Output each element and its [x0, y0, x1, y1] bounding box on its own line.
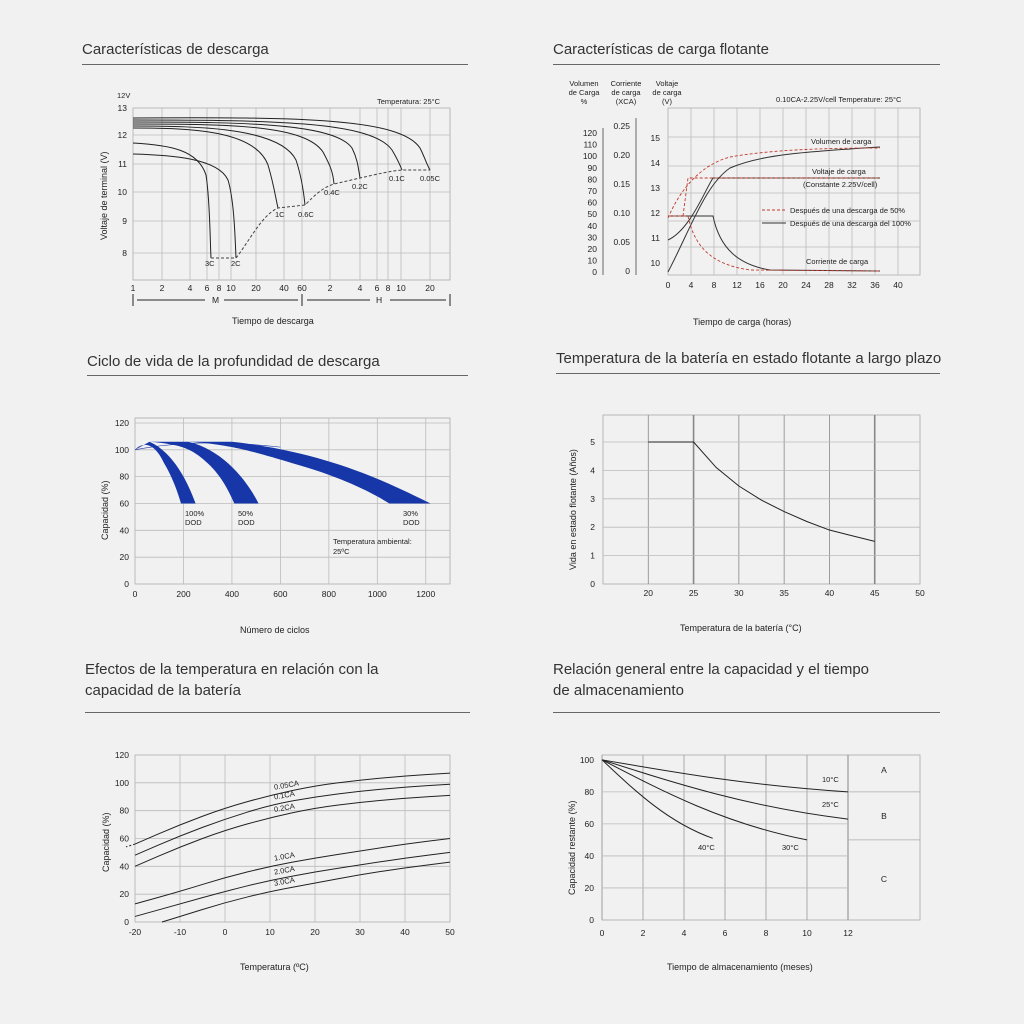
series-label-100%: 100% [185, 509, 205, 518]
x-tick-label: 6 [374, 283, 380, 293]
x-tick-label: 600 [273, 589, 288, 599]
x-tick-label: 1000 [367, 589, 387, 599]
series-label-1C: 1C [275, 210, 285, 219]
x-tick-label: 8 [385, 283, 391, 293]
y-tick-label: 5 [590, 436, 595, 447]
x-tick-label: 6 [722, 928, 728, 938]
y1-tick-label: 120 [582, 128, 597, 138]
chart6-title-line1: Relación general entre la capacidad y el tiempo [553, 661, 870, 678]
y-tick-label: 11 [118, 159, 127, 169]
x-tick-label: 16 [755, 280, 765, 290]
series-label-0.2C: 0.2C [352, 182, 368, 191]
y2-tick-label: 0.10 [613, 208, 630, 218]
x-tick-label: -10 [173, 927, 187, 937]
y-tick-label: 20 [119, 552, 129, 563]
chart1-title: Características de descarga [82, 41, 269, 58]
curve-40°C [602, 760, 713, 838]
y-tick-label: 8 [122, 248, 127, 258]
zone-label-A: A [881, 765, 887, 775]
y1-tick-label: 30 [587, 232, 597, 243]
y-tick-label: 1 [590, 550, 595, 561]
y2-tick-label: 0.20 [613, 150, 630, 160]
y-tick-label: 100 [114, 444, 129, 455]
y-tick-label: 40 [119, 525, 129, 536]
series-label-0.1CA: 0.1CA [273, 789, 296, 802]
y3-tick-label: 15 [650, 133, 660, 143]
series-label-30°C: 30°C [782, 843, 799, 852]
series-label-25°C: 25°C [822, 800, 839, 809]
chart6-title-line2: de almacenamiento [553, 682, 684, 699]
x-tick-label: 10 [396, 283, 406, 293]
x-tick-label: 4 [357, 283, 363, 293]
series-label-0.1C: 0.1C [389, 174, 405, 183]
y1-tick-label: 0 [592, 267, 597, 278]
y-tick-label: 80 [119, 471, 129, 482]
y-tick-label: 2 [590, 522, 595, 533]
x-tick-label: 4 [187, 283, 193, 293]
series-label-0.4C: 0.4C [324, 188, 340, 197]
x-tick-label: 200 [176, 589, 191, 599]
x-tick-label: 32 [847, 280, 857, 290]
column-header: de carga [652, 88, 682, 97]
series-label-40°C: 40°C [698, 843, 715, 852]
y-tick-label: 60 [119, 833, 129, 844]
x-tick-label: 400 [224, 589, 240, 599]
x-tick-label: 8 [763, 928, 769, 938]
y2-tick-label: 0.25 [613, 121, 630, 131]
y-tick-label: 0 [589, 915, 594, 925]
zone-label-B: B [881, 811, 887, 821]
x-tick-label: 12 [732, 280, 742, 290]
y-tick-label: 0 [124, 917, 129, 927]
x-tick-label: 25 [688, 588, 699, 598]
y-tick-label: 80 [584, 786, 594, 797]
x-tick-label: 2 [159, 283, 165, 293]
x-tick-label: 28 [824, 280, 834, 290]
x-tick-label: 40 [893, 280, 903, 290]
x-tick-label: 36 [870, 280, 880, 290]
y-tick-label: 100 [114, 777, 129, 788]
series-label-3.0CA: 3.0CA [273, 875, 296, 888]
y-tick-label: 4 [590, 465, 595, 476]
chart1-xlabel: Tiempo de descarga [232, 316, 314, 326]
x-tick-label: 30 [734, 588, 744, 598]
x-tick-label: 20 [425, 283, 435, 293]
series-label-1.0CA: 1.0CA [273, 850, 296, 863]
y-tick-label: 120 [114, 417, 129, 428]
chart3-annotation-2: 25ºC [333, 547, 350, 556]
y-tick-label: 20 [119, 889, 129, 900]
label-current: Corriente de carga [806, 257, 869, 266]
chart4-xlabel: Temperatura de la batería (°C) [680, 623, 802, 633]
series-label-2C: 2C [231, 259, 241, 268]
label-volume: Volumen de carga [811, 137, 872, 146]
y-tick-label: 80 [119, 805, 129, 816]
series-label-10°C: 10°C [822, 775, 839, 784]
chart4-title: Temperatura de la batería en estado flotante a largo plazo [556, 350, 942, 367]
y3-tick-label: 10 [650, 258, 660, 268]
x-tick-label: 30 [355, 927, 365, 937]
x-tick-label: 4 [681, 928, 687, 938]
y-tick-label: 3 [590, 493, 595, 504]
x-tick-label: 40 [824, 588, 835, 598]
x-tick-label: 2 [640, 928, 646, 938]
x-tick-label: 20 [643, 588, 654, 598]
legend-100: Después de una descarga del 100% [790, 219, 911, 228]
x-tick-label: -20 [128, 927, 142, 937]
chart1-annotation: Temperatura: 25°C [377, 97, 441, 106]
series-label-30%: 30% [403, 509, 419, 518]
y1-tick-label: 100 [582, 151, 597, 162]
x-tick-label: 40 [400, 927, 410, 937]
chart1-group-h: H [376, 295, 383, 305]
chart3-annotation-1: Temperatura ambiental: [333, 537, 412, 546]
x-tick-label: 20 [778, 280, 788, 290]
column-header: Voltaje [655, 79, 679, 88]
series-label-50%: 50% [238, 509, 254, 518]
x-tick-label: 1200 [416, 589, 436, 599]
chart1-y-unit: 12V [117, 91, 131, 100]
x-tick-label: 10 [802, 928, 812, 938]
label-voltage-note: (Constante 2.25V/cell) [803, 180, 878, 189]
x-tick-label: 0 [665, 280, 671, 290]
plot-frame [602, 755, 920, 920]
chart1-group-m: M [212, 295, 220, 305]
y-tick-label: 20 [584, 882, 594, 893]
y1-tick-label: 70 [587, 186, 597, 196]
y1-tick-label: 20 [587, 244, 597, 254]
y3-tick-label: 13 [650, 183, 660, 193]
x-tick-label: 20 [251, 283, 261, 293]
y1-tick-label: 50 [587, 209, 597, 220]
x-tick-label: 50 [445, 927, 455, 937]
x-tick-label: 0 [132, 589, 138, 599]
x-tick-label: 50 [915, 588, 925, 598]
series-label-3C: 3C [205, 259, 215, 268]
y-tick-label: 0 [590, 579, 595, 589]
x-tick-label: 800 [321, 589, 336, 599]
series-label-0.05C: 0.05C [420, 174, 441, 183]
y1-tick-label: 80 [587, 174, 597, 185]
chart6-xlabel: Tiempo de almacenamiento (meses) [667, 962, 813, 972]
y3-tick-label: 14 [650, 158, 660, 168]
y-tick-label: 40 [119, 861, 129, 872]
chart3-title: Ciclo de vida de la profundidad de descarga [87, 353, 380, 370]
chart2-title: Características de carga flotante [553, 41, 769, 58]
x-tick-label: 6 [204, 283, 210, 293]
y-tick-label: 40 [584, 850, 594, 861]
y1-tick-label: 90 [587, 162, 597, 173]
y-tick-label: 60 [119, 498, 129, 509]
x-tick-label: 24 [801, 280, 811, 290]
y1-tick-label: 10 [587, 255, 597, 266]
y1-tick-label: 40 [587, 220, 597, 231]
chart3-ylabel: Capacidad (%) [100, 480, 110, 540]
y-tick-label: 12 [117, 130, 127, 140]
x-tick-label: 0 [599, 928, 605, 938]
y2-tick-label: 0.15 [613, 179, 630, 189]
y2-tick-label: 0 [625, 266, 630, 276]
x-tick-label: 60 [297, 283, 307, 293]
series-label-dod: DOD [238, 518, 255, 527]
column-header: Volumen [569, 79, 599, 88]
x-tick-label: 0 [222, 927, 228, 937]
x-tick-label: 10 [265, 927, 275, 937]
x-tick-label: 12 [843, 928, 853, 938]
y-tick-label: 13 [117, 103, 127, 113]
series-label-0.05CA: 0.05CA [273, 778, 300, 792]
curve-30°C [602, 760, 807, 840]
column-header: % [580, 97, 588, 106]
series-label-dod: DOD [403, 518, 420, 527]
column-header: de Carga [568, 88, 600, 97]
y1-tick-label: 60 [587, 197, 597, 208]
x-tick-label: 20 [310, 927, 320, 937]
legend-50: Después de una descarga de 50% [790, 206, 906, 215]
y3-tick-label: 11 [651, 233, 660, 243]
x-tick-label: 8 [216, 283, 222, 293]
column-header: (V) [662, 97, 672, 106]
x-tick-label: 40 [279, 283, 289, 293]
column-header: (XCA) [615, 97, 637, 106]
x-tick-label: 1 [130, 283, 136, 293]
chart4-ylabel: Vida en estado flotante (Años) [568, 449, 578, 570]
y-tick-label: 0 [124, 579, 129, 589]
series-label-2.0CA: 2.0CA [273, 864, 296, 877]
chart5-title-line1: Efectos de la temperatura en relación con la [85, 661, 379, 678]
series-label-dod: DOD [185, 518, 202, 527]
x-tick-label: 2 [327, 283, 333, 293]
y-tick-label: 100 [579, 754, 594, 765]
x-tick-label: 45 [869, 588, 880, 598]
x-tick-label: 10 [226, 283, 236, 293]
column-header: Corriente [610, 79, 642, 88]
column-header: de carga [611, 88, 641, 97]
y1-tick-label: 110 [583, 139, 597, 150]
chart5-ylabel: Capacidad (%) [101, 812, 111, 872]
chart2-annotation: 0.10CA-2.25V/cell Temperature: 25°C [776, 95, 902, 104]
series-label-0.6C: 0.6C [298, 210, 314, 219]
chart3-xlabel: Número de ciclos [240, 625, 310, 635]
chart5-xlabel: Temperatura (ºC) [240, 962, 309, 972]
y3-tick-label: 12 [650, 208, 660, 218]
y-tick-label: 10 [117, 187, 127, 197]
zone-label-C: C [880, 874, 888, 884]
chart2-xlabel: Tiempo de carga (horas) [693, 317, 792, 327]
label-voltage: Voltaje de carga [812, 167, 866, 176]
y2-tick-label: 0.05 [613, 237, 630, 247]
x-tick-label: 4 [688, 280, 694, 290]
series-label-0.2CA: 0.2CA [273, 801, 296, 815]
chart6-ylabel: Capacidad restante (%) [567, 800, 577, 895]
y-tick-label: 60 [584, 818, 594, 829]
chart5-title-line2: capacidad de la batería [85, 682, 241, 699]
chart1-ylabel: Voltaje de terminal (V) [99, 151, 109, 240]
x-tick-label: 8 [711, 280, 717, 290]
x-tick-label: 35 [779, 588, 789, 598]
y-tick-label: 120 [114, 750, 129, 760]
y-tick-label: 9 [122, 216, 127, 226]
